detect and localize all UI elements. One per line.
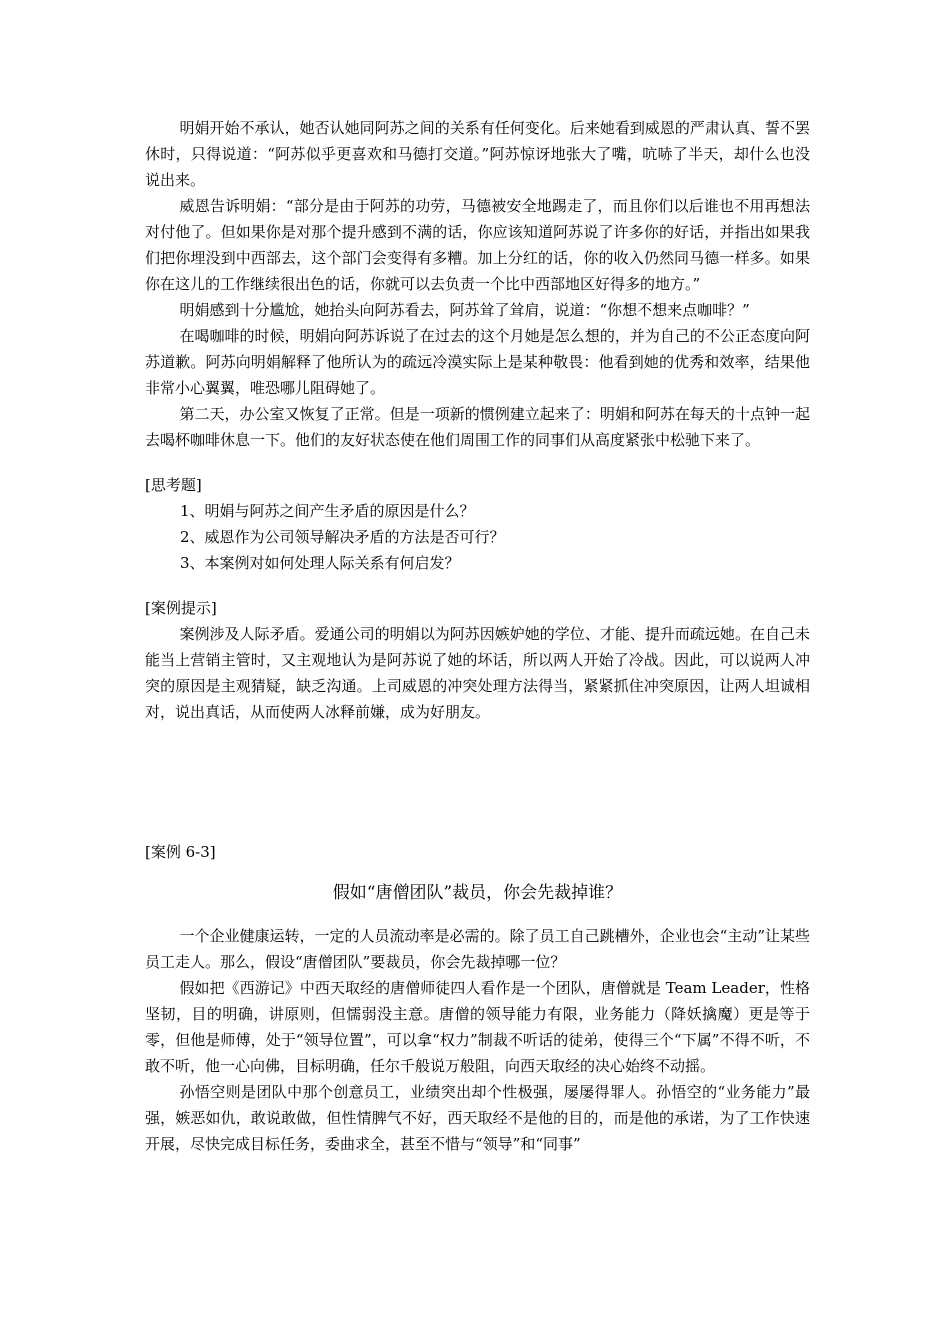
- case-paragraph: 一个企业健康运转，一定的人员流动率是必需的。除了员工自己跳槽外，企业也会“主动”让某些员工走人。那么，假设“唐僧团队”要裁员，你会先裁掉哪一位？: [145, 927, 810, 971]
- story-paragraph: 明娟感到十分尴尬，她抬头向阿苏看去，阿苏耸了耸肩，说道：“你想不想来点咖啡？”: [179, 301, 750, 319]
- story-paragraph: 第二天，办公室又恢复了正常。但是一项新的惯例建立起来了：明娟和阿苏在每天的十点钟一起去喝杯咖啡休息一下。他们的友好状态使在他们周围工作的同事们从高度紧张中松驰下来了。: [145, 405, 810, 449]
- story-section: [145, 115, 810, 453]
- story-paragraph: 明娟开始不承认，她否认她同阿苏之间的关系有任何变化。后来她看到威恩的严肃认真、誓不罢休时，只得说道：“阿苏似乎更喜欢和马德打交道。”阿苏惊讶地张大了嘴，吭哧了半天，却什么也没说出来。: [145, 119, 810, 189]
- story-paragraph: 在喝咖啡的时候，明娟向阿苏诉说了在过去的这个月她是怎么想的，并为自己的不公正态度向阿苏道歉。阿苏向明娟解释了他所认为的疏远冷漠实际上是某种敬畏：他看到她的优秀和效率，结果他非常小心翼翼，唯恐哪儿阻碍她了。: [145, 327, 810, 397]
- spacer: [145, 725, 810, 839]
- case-title: 假如“唐僧团队”裁员，你会先裁掉谁？: [332, 883, 623, 903]
- document-page: [145, 115, 810, 1157]
- case-tag: [案例 6-3]: [145, 843, 216, 861]
- question-item: 2、威恩作为公司领导解决矛盾的方法是否可行？: [180, 528, 505, 546]
- case-paragraph: 孙悟空则是团队中那个创意员工，业绩突出却个性极强，屡屡得罪人。孙悟空的“业务能力”最强，嫉恶如仇，敢说敢做，但性情脾气不好，西天取经不是他的目的，而是他的承诺，为了工作快速开展，尽快完成目标任务，委曲求全，甚至不惜与“领导”和“同事”: [145, 1083, 810, 1153]
- story-paragraph: 威恩告诉明娟：“部分是由于阿苏的功劳，马德被安全地踢走了，而且你们以后谁也不用再想法对付他了。但如果你是对那个提升感到不满的话，你应该知道阿苏说了许多你的好话，并指出如果我们把你埋没到中西部去，这个部门会变得有多糟。加上分红的话，你的收入仍然同马德一样多。如果你在这儿的工作继续很出色的话，你就可以去负责一个比中西部地区好得多的地方。”: [145, 197, 810, 293]
- hint-paragraph: 案例涉及人际矛盾。爱通公司的明娟以为阿苏因嫉妒她的学位、才能、提升而疏远她。在自己未能当上营销主管时，又主观地认为是阿苏说了她的坏话，所以两人开始了冷战。因此，可以说两人冲突的原因是主观猜疑，缺乏沟通。上司威恩的冲突处理方法得当，紧紧抓住冲突原因，让两人坦诚相对，说出真话，从而使两人冰释前嫌，成为好朋友。: [145, 625, 810, 721]
- spacer: [145, 576, 810, 595]
- hint-section: [145, 595, 810, 725]
- case-paragraph: 假如把《西游记》中西天取经的唐僧师徒四人看作是一个团队，唐僧就是 Team Leader，性格坚韧，目的明确，讲原则，但懦弱没主意。唐僧的领导能力有限，业务能力（降妖擒魔）更是等于零，但他是师傅，处于“领导位置”，可以拿“权力”制裁不听话的徒弟，使得三个“下属”不得不听，不敢不听，他一心向佛，目标明确，任尔千般说万般阻，向西天取经的决心始终不动摇。: [145, 979, 810, 1075]
- question-item: 3、本案例对如何处理人际关系有何启发？: [180, 554, 460, 572]
- hint-heading: [案例提示]: [145, 599, 217, 617]
- question-item: 1、明娟与阿苏之间产生矛盾的原因是什么？: [180, 502, 475, 520]
- questions-section: [145, 472, 810, 576]
- case-section: [145, 839, 810, 1157]
- spacer: [145, 453, 810, 472]
- questions-heading: [思考题]: [145, 476, 202, 494]
